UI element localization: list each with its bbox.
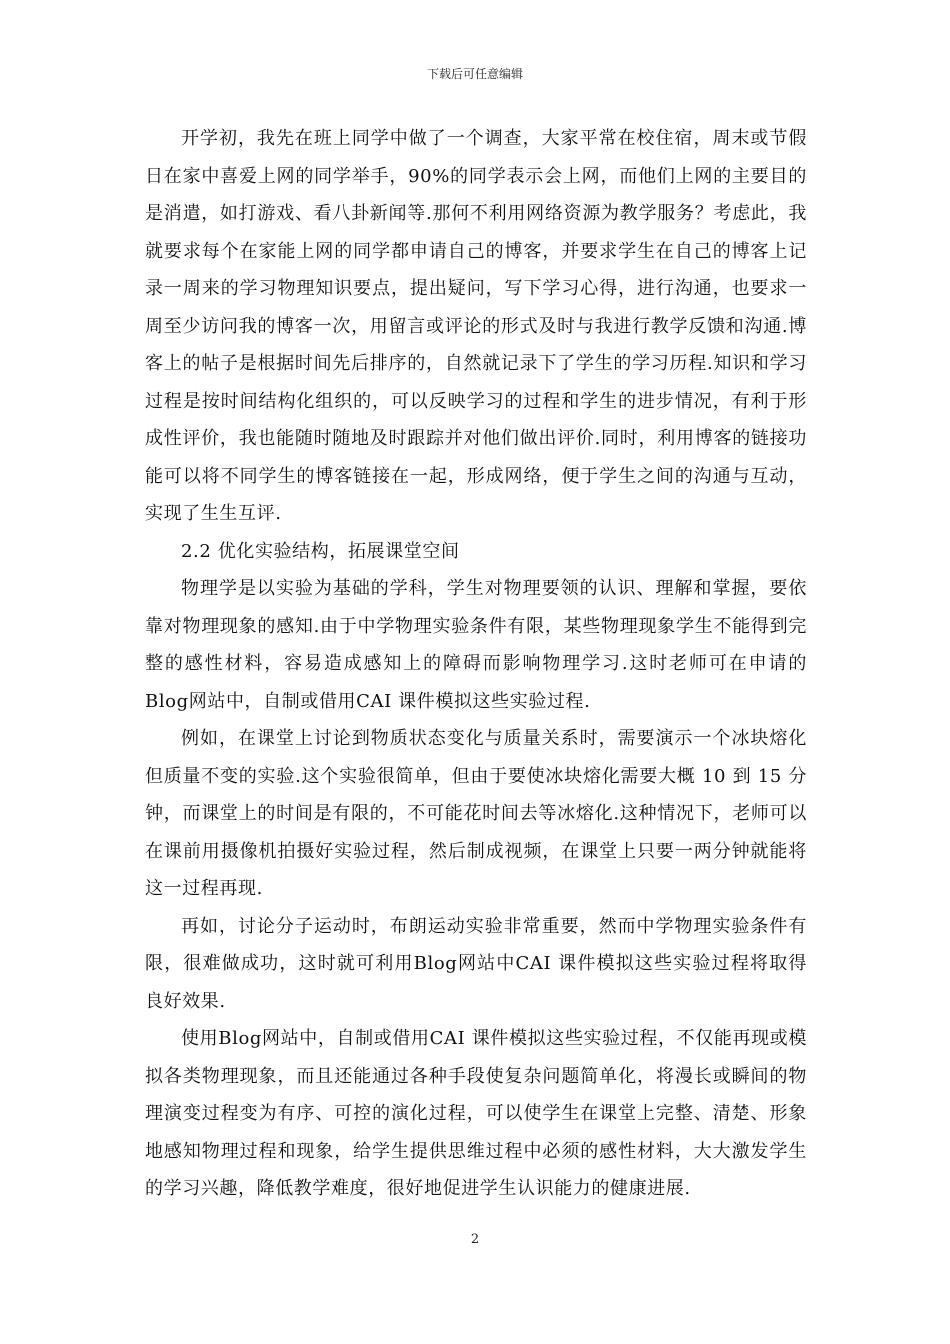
document-body <box>145 120 807 1208</box>
page-number: 2 <box>470 1232 480 1247</box>
section-heading-2-2: 2.2 优化实验结构，拓展课堂空间 <box>181 540 460 562</box>
paragraph-ice-melting-example: 例如，在课堂上讨论到物质状态变化与质量关系时，需要演示一个冰块熔化但质量不变的实验.这个实验很简单，但由于要使冰块熔化需要大概 10 到 15 分钟，而课堂上的时间是有限的，不可能花时间去等冰熔化.这种情况下，老师可以在课前用摄像机拍摄好实验过程，然后制成视频，在课堂上只要一两分钟就能将这一过程再现. <box>145 728 807 899</box>
page-header: 下载后可任意编辑 <box>426 67 523 81</box>
paragraph-cai-benefits: 使用Blog网站中，自制或借用CAI 课件模拟这些实验过程，不仅能再现或模拟各类物理现象，而且还能通过各种手段使复杂问题简单化，将漫长或瞬间的物理演变过程变为有序、可控的演化过程，可以使学生在课堂上完整、清楚、形象地感知物理过程和现象，给学生提供思维过程中必须的感性材料，大大激发学生的学习兴趣，降低教学难度，很好地促进学生认识能力的健康进展. <box>145 1028 807 1199</box>
paragraph-blog-survey: 开学初，我先在班上同学中做了一个调查，大家平常在校住宿，周末或节假日在家中喜爱上网的同学举手，90%的同学表示会上网，而他们上网的主要目的是消遣，如打游戏、看八卦新闻等.那何不利用网络资源为教学服务？考虑此，我就要求每个在家能上网的同学都申请自己的博客，并要求学生在自己的博客上记录一周来的学习物理知识要点，提出疑问，写下学习心得，进行沟通，也要求一周至少访问我的博客一次，用留言或评论的形式及时与我进行教学反馈和沟通.博客上的帖子是根据时间先后排序的，自然就记录下了学生的学习历程.知识和学习过程是按时间结构化组织的，可以反映学习的过程和学生的进步情况，有利于形成性评价，我也能随时随地及时跟踪并对他们做出评价.同时，利用博客的链接功能可以将不同学生的博客链接在一起，形成网络，便于学生之间的沟通与互动，实现了生生互评. <box>145 128 807 524</box>
paragraph-brownian-motion-example: 再如，讨论分子运动时，布朗运动实验非常重要，然而中学物理实验条件有限，很难做成功，这时就可利用Blog网站中CAI 课件模拟这些实验过程将取得良好效果. <box>145 915 807 1012</box>
paragraph-experiment-basis: 物理学是以实验为基础的学科，学生对物理要领的认识、理解和掌握，要依靠对物理现象的感知.由于中学物理实验条件有限，某些物理现象学生不能得到完整的感性材料，容易造成感知上的障碍而影响物理学习.这时老师可在申请的Blog网站中，自制或借用CAI 课件模拟这些实验过程. <box>145 578 807 712</box>
